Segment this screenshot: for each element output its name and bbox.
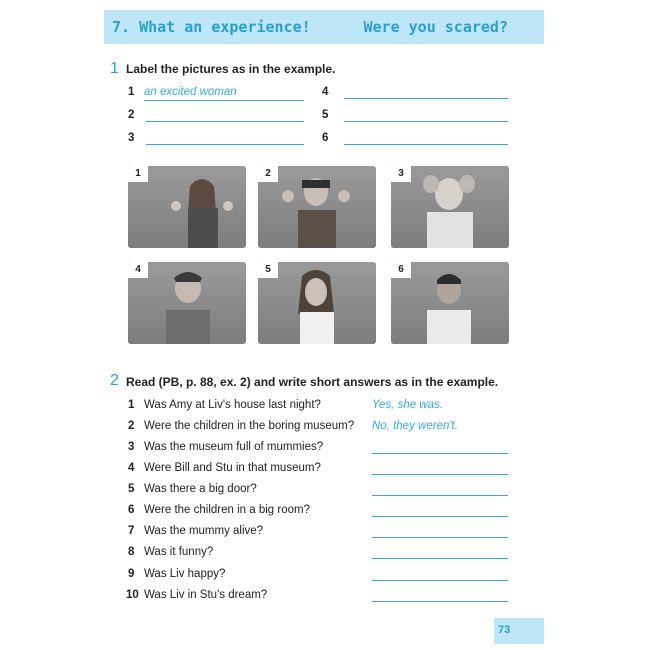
question-number: 7 [128,525,135,537]
answer-line[interactable] [372,580,508,581]
label-item-number: 5 [322,109,329,121]
photo-scared-man [258,166,376,248]
page-number-tab [494,618,544,644]
label-item-number: 4 [322,86,329,98]
answer-line[interactable] [372,558,508,559]
question-text: Were the children in the boring museum? [144,420,355,432]
question-text: Was it funny? [144,546,214,558]
question-number: 10 [126,589,139,601]
question-text: Was the mummy alive? [144,525,264,537]
answer-line[interactable] [144,100,304,101]
question-answer: No, they weren't. [372,420,458,432]
answer-line[interactable] [372,601,508,602]
question-text: Were Bill and Stu in that museum? [144,462,321,474]
answer-line[interactable] [146,144,304,145]
question-number: 2 [128,420,135,432]
exercise-2-instruction: Read (PB, p. 88, ex. 2) and write short answers as in the example. [126,375,499,389]
question-answer: Yes, she was. [372,399,443,411]
question-number: 9 [128,568,135,580]
answer-line[interactable] [372,495,508,496]
label-item-number: 6 [322,132,329,144]
photo-worried-man [391,262,509,344]
photo-frightened-old-man [391,166,509,248]
photo-number-tag: 6 [391,262,411,278]
answer-line[interactable] [344,98,508,99]
photo-sad-man [128,262,246,344]
label-item-number: 2 [128,109,135,121]
answer-line[interactable] [372,516,508,517]
question-number: 5 [128,483,135,495]
answer-line[interactable] [344,144,508,145]
photo-number-tag: 1 [128,166,148,182]
answer-line[interactable] [344,121,508,122]
answer-line[interactable] [146,121,304,122]
question-text: Were the children in a big room? [144,504,310,516]
label-item-answer: an excited woman [144,86,237,98]
photo-number-tag: 4 [128,262,148,278]
exercise-1-instruction: Label the pictures as in the example. [126,62,336,76]
question-text: Was Amy at Liv's house last night? [144,399,321,411]
question-text: Was Liv happy? [144,568,226,580]
exercise-1-number: 1 [110,60,119,77]
question-number: 4 [128,462,135,474]
unit-header [104,10,544,44]
unit-title: 7. What an experience! [112,18,311,36]
answer-line[interactable] [372,474,508,475]
question-number: 8 [128,546,135,558]
page-number: 73 [498,624,511,636]
question-text: Was there a big door? [144,483,257,495]
label-item-number: 1 [128,86,135,98]
label-item-number: 3 [128,132,135,144]
question-number: 1 [128,399,135,411]
exercise-2-number: 2 [110,372,119,389]
question-text: Was Liv in Stu's dream? [144,589,268,601]
photo-number-tag: 3 [391,166,411,182]
answer-line[interactable] [372,537,508,538]
photo-shocked-woman [258,262,376,344]
question-number: 6 [128,504,135,516]
question-text: Was the museum full of mummies? [144,441,324,453]
photo-number-tag: 2 [258,166,278,182]
photo-number-tag: 5 [258,262,278,278]
unit-subtitle: Were you scared? [363,18,508,36]
photo-excited-woman [128,166,246,248]
workbook-page [104,0,544,650]
answer-line[interactable] [372,453,508,454]
question-number: 3 [128,441,135,453]
